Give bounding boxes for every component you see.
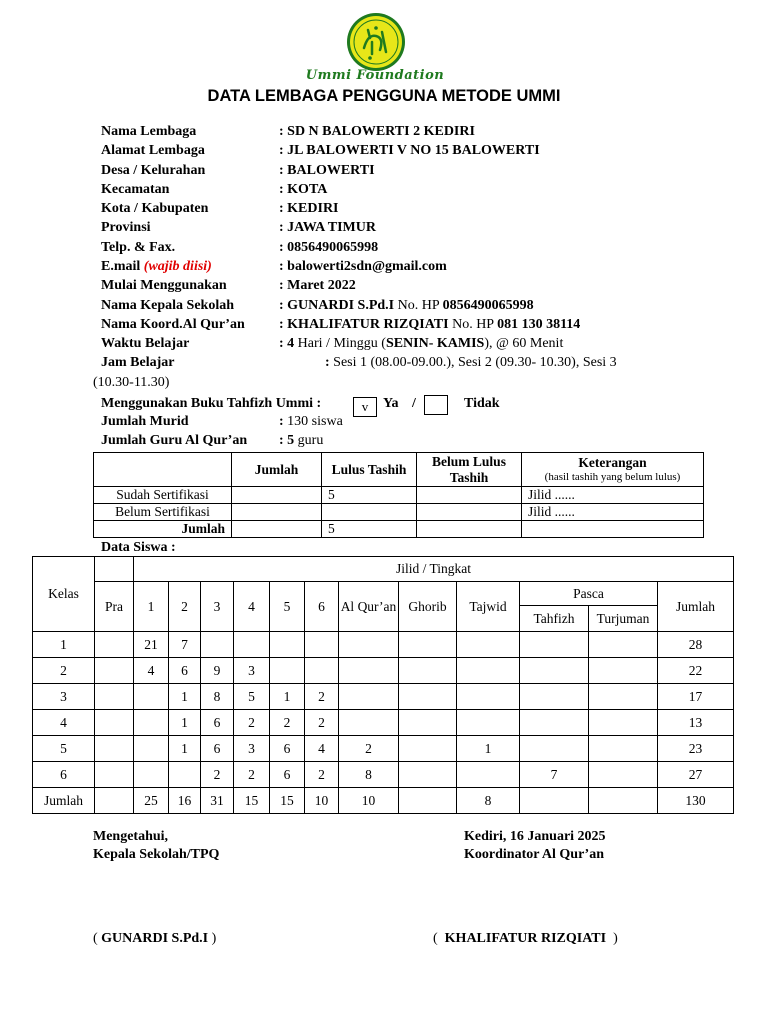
table-cell: 31	[201, 788, 234, 814]
field-label: Kecamatan	[101, 182, 170, 197]
table-row	[33, 788, 734, 814]
col-4: 4	[234, 582, 270, 632]
table-cell	[95, 684, 134, 710]
table-cell	[520, 658, 589, 684]
table-cell	[399, 736, 457, 762]
jumlah-cell: 130	[658, 788, 734, 814]
table-cell	[134, 684, 169, 710]
kelas-cell: 3	[33, 684, 95, 710]
field-label: Menggunakan Buku Tahfizh Ummi :	[101, 396, 322, 411]
table-cell: 5	[234, 684, 270, 710]
signature-right-date: Kediri, 16 Januari 2025	[464, 829, 606, 844]
table-cell: 4	[134, 658, 169, 684]
table-row: Sudah Sertifikasi 5 Jilid ......	[94, 487, 704, 504]
table-cell	[589, 632, 658, 658]
signature-left-name: ( GUNARDI S.Pd.I )	[93, 931, 217, 946]
table-cell	[339, 710, 399, 736]
jumlah-cell: 22	[658, 658, 734, 684]
tidak-label: Tidak	[464, 396, 500, 411]
ya-label: Ya	[383, 396, 399, 411]
table-cell: 2	[305, 710, 339, 736]
table-cell: 15	[234, 788, 270, 814]
waktu-num: 4	[287, 336, 295, 351]
col-belum: Belum Lulus Tashih	[417, 453, 522, 487]
table-cell: 8	[201, 684, 234, 710]
table-cell: 2	[305, 684, 339, 710]
field-value: : JL BALOWERTI V NO 15 BALOWERTI	[279, 143, 540, 158]
guru-table	[93, 452, 704, 538]
kelas-cell: Jumlah	[33, 788, 95, 814]
table-cell	[339, 658, 399, 684]
field-label: Jam Belajar	[101, 355, 175, 370]
field-label: Nama Lembaga	[101, 124, 197, 139]
table-cell: 1	[270, 684, 305, 710]
jumlah-cell: 28	[658, 632, 734, 658]
table-cell: 16	[169, 788, 201, 814]
field-label: E.mail	[101, 259, 141, 274]
col-kelas: Kelas	[33, 557, 95, 632]
table-cell	[270, 632, 305, 658]
jumlah-cell: 17	[658, 684, 734, 710]
table-cell: 7	[169, 632, 201, 658]
table-cell: 8	[457, 788, 520, 814]
table-cell: 1	[457, 736, 520, 762]
group-header: Jilid / Tingkat	[134, 557, 734, 582]
field-label: Mulai Menggunakan	[101, 278, 227, 293]
table-cell	[95, 788, 134, 814]
table-cell	[457, 632, 520, 658]
jam-sessions: Sesi 1 (08.00-09.00.), Sesi 2 (09.30- 10.30), Sesi 3	[329, 355, 617, 370]
table-cell	[339, 632, 399, 658]
hp-label: No. HP	[394, 298, 443, 313]
kelas-cell: 4	[33, 710, 95, 736]
table-cell	[457, 762, 520, 788]
table-cell	[589, 736, 658, 762]
table-cell: 9	[201, 658, 234, 684]
field-jam-belajar: Jam Belajar : Sesi 1 (08.00-09.00.), Sesi 2 (09.30- 10.30), Sesi 3	[101, 355, 617, 370]
jumlah-cell: 27	[658, 762, 734, 788]
signature-right-role: Koordinator Al Qur’an	[464, 847, 605, 862]
table-cell	[95, 658, 134, 684]
kelas-cell: 2	[33, 658, 95, 684]
ya-checkbox[interactable]: v	[353, 397, 377, 417]
waktu-days: SENIN- KAMIS	[385, 336, 485, 351]
signature-left-role: Kepala Sekolah/TPQ	[93, 847, 220, 862]
field-label: Provinsi	[101, 220, 151, 235]
table-cell	[305, 658, 339, 684]
table-cell: 6	[201, 736, 234, 762]
table-cell	[95, 736, 134, 762]
field-value: : Maret 2022	[279, 278, 356, 293]
field-label: Nama Koord.Al Qur’an	[101, 317, 245, 332]
table-row	[33, 658, 734, 684]
col-jumlah: Jumlah	[658, 582, 734, 632]
table-row: Jumlah 5	[94, 521, 704, 538]
siswa-table	[32, 556, 734, 814]
table-cell	[95, 762, 134, 788]
field-value: : KOTA	[279, 182, 328, 197]
field-label: Alamat Lembaga	[101, 143, 205, 158]
table-cell	[589, 762, 658, 788]
table-cell	[520, 788, 589, 814]
kelas-cell: 6	[33, 762, 95, 788]
table-cell: 1	[169, 710, 201, 736]
table-cell: 2	[234, 762, 270, 788]
table-cell	[399, 762, 457, 788]
table-cell	[134, 762, 169, 788]
murid-value: 130 siswa	[283, 414, 343, 429]
table-cell: 2	[305, 762, 339, 788]
field-value: : SD N BALOWERTI 2 KEDIRI	[279, 124, 475, 139]
required-note: (wajib diisi)	[143, 259, 212, 274]
jam-sessions-cont: (10.30-11.30)	[93, 375, 170, 390]
table-cell: 10	[339, 788, 399, 814]
table-cell: 6	[201, 710, 234, 736]
field-label: Jumlah Murid	[101, 414, 189, 429]
table-cell: 2	[234, 710, 270, 736]
field-value: : BALOWERTI	[279, 163, 375, 178]
table-cell	[399, 684, 457, 710]
koord-name: : KHALIFATUR RIZQIATI	[279, 317, 449, 332]
brand-name: Ummi Foundation	[305, 68, 445, 83]
col-pasca: Pasca	[520, 582, 658, 606]
table-cell: 15	[270, 788, 305, 814]
col-6: 6	[305, 582, 339, 632]
table-cell	[520, 684, 589, 710]
field-value: : balowerti2sdn@gmail.com	[279, 259, 447, 274]
table-cell	[520, 710, 589, 736]
table-cell	[305, 632, 339, 658]
kelas-cell: 5	[33, 736, 95, 762]
table-cell	[134, 710, 169, 736]
table-row	[33, 632, 734, 658]
jumlah-cell: 23	[658, 736, 734, 762]
table-cell	[520, 632, 589, 658]
table-cell	[589, 788, 658, 814]
table-cell: 6	[270, 762, 305, 788]
table-cell	[399, 658, 457, 684]
table-cell: 8	[339, 762, 399, 788]
col-pra: Pra	[95, 582, 134, 632]
table-cell	[134, 736, 169, 762]
table-row	[33, 736, 734, 762]
kepala-hp: 0856490065998	[442, 298, 534, 313]
table-cell: 25	[134, 788, 169, 814]
kelas-cell: 1	[33, 632, 95, 658]
tidak-checkbox[interactable]	[424, 395, 448, 415]
table-cell	[399, 632, 457, 658]
table-cell	[399, 788, 457, 814]
slash-separator: /	[412, 396, 416, 411]
col-1: 1	[134, 582, 169, 632]
field-value: : 0856490065998	[279, 240, 379, 255]
table-cell: 2	[201, 762, 234, 788]
table-cell: 1	[169, 736, 201, 762]
field-value: : JAWA TIMUR	[279, 220, 376, 235]
table-cell: 6	[169, 658, 201, 684]
table-cell	[270, 658, 305, 684]
table-cell: 3	[234, 658, 270, 684]
table-cell	[169, 762, 201, 788]
table-cell	[457, 658, 520, 684]
table-cell	[457, 684, 520, 710]
table-cell: 6	[270, 736, 305, 762]
table-cell: 21	[134, 632, 169, 658]
kepala-name: : GUNARDI S.Pd.I	[279, 298, 395, 313]
guru-num: 5	[287, 433, 295, 448]
field-label: Waktu Belajar	[101, 336, 190, 351]
signature-right-name: ( KHALIFATUR RIZQIATI )	[433, 931, 618, 946]
table-cell: 10	[305, 788, 339, 814]
table-cell: 4	[305, 736, 339, 762]
data-siswa-label: Data Siswa :	[101, 540, 176, 555]
table-cell	[95, 632, 134, 658]
table-cell: 2	[270, 710, 305, 736]
table-cell: 3	[234, 736, 270, 762]
table-cell: 7	[520, 762, 589, 788]
col-tahfizh: Tahfizh	[520, 606, 589, 632]
table-row	[33, 762, 734, 788]
page-title: DATA LEMBAGA PENGGUNA METODE UMMI	[207, 87, 561, 105]
signature-left-title: Mengetahui,	[93, 829, 169, 844]
table-cell	[589, 710, 658, 736]
col-tajwid: Tajwid	[457, 582, 520, 632]
col-alquran: Al Qur’an	[339, 582, 399, 632]
field-label: Kota / Kabupaten	[101, 201, 209, 216]
col-2: 2	[169, 582, 201, 632]
table-row	[33, 710, 734, 736]
table-cell	[589, 658, 658, 684]
hp-label: No. HP	[448, 317, 498, 332]
table-cell: 1	[169, 684, 201, 710]
table-cell	[95, 710, 134, 736]
table-row	[33, 684, 734, 710]
jumlah-cell: 13	[658, 710, 734, 736]
table-cell	[339, 684, 399, 710]
col-3: 3	[201, 582, 234, 632]
field-label: Desa / Kelurahan	[101, 163, 206, 178]
field-label: Nama Kepala Sekolah	[101, 298, 235, 313]
table-cell	[399, 710, 457, 736]
col-turjuman: Turjuman	[589, 606, 658, 632]
field-value: : KEDIRI	[279, 201, 339, 216]
col-jumlah: Jumlah	[232, 453, 322, 487]
col-5: 5	[270, 582, 305, 632]
table-cell: 2	[339, 736, 399, 762]
table-cell	[201, 632, 234, 658]
field-label: Jumlah Guru Al Qur’an	[101, 433, 248, 448]
table-row: Belum Sertifikasi Jilid ......	[94, 504, 704, 521]
table-cell	[234, 632, 270, 658]
col-ghorib: Ghorib	[399, 582, 457, 632]
col-lulus: Lulus Tashih	[322, 453, 417, 487]
ummi-logo-icon	[346, 12, 406, 72]
field-label: Telp. & Fax.	[101, 240, 176, 255]
koord-hp: 081 130 38114	[497, 317, 581, 332]
table-cell	[457, 710, 520, 736]
col-keterangan: Keterangan (hasil tashih yang belum lulus)	[522, 453, 704, 487]
table-cell	[589, 684, 658, 710]
table-cell	[520, 736, 589, 762]
